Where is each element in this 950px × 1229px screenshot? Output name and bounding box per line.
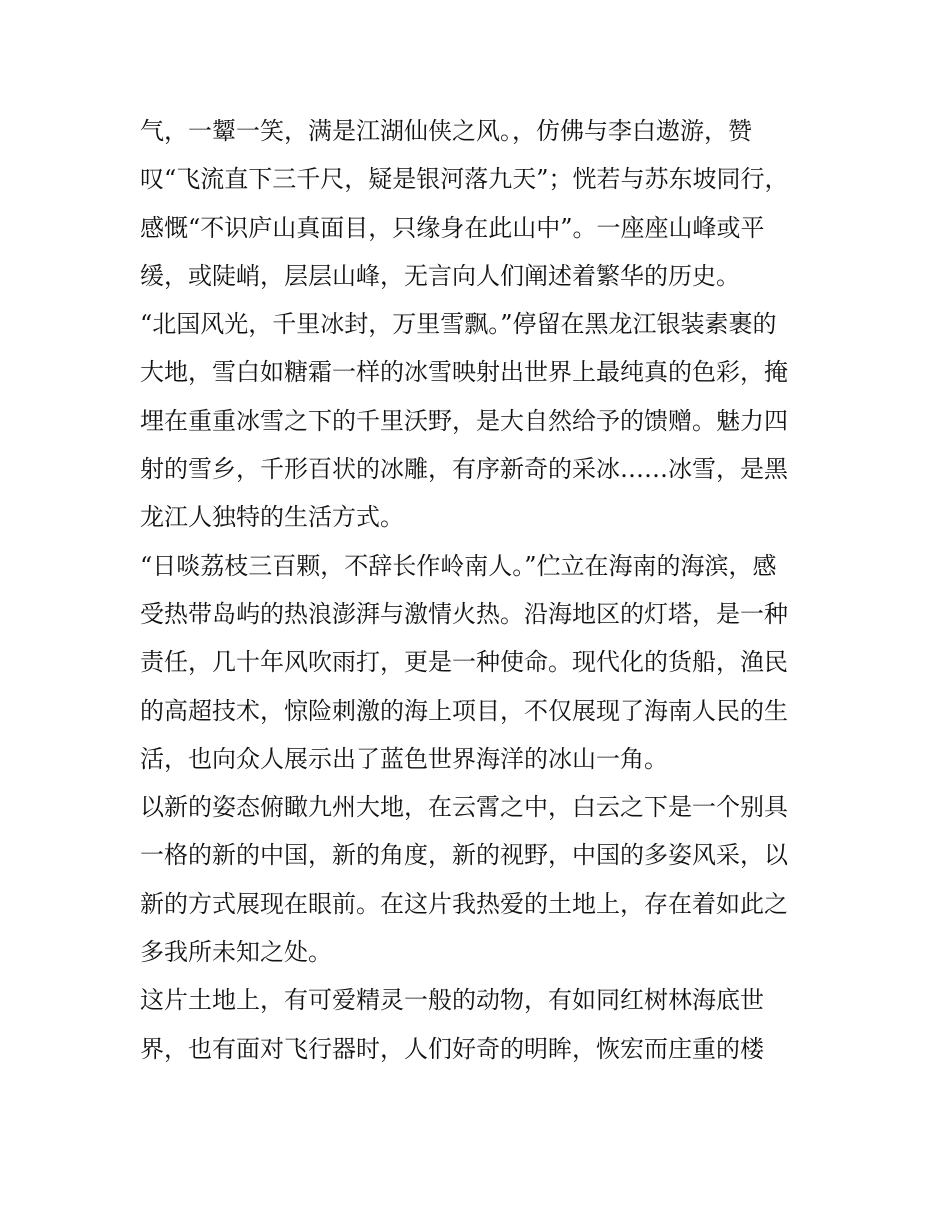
text-line: 新的方式展现在眼前。在这片我热爱的土地上，存在着如此之 (140, 889, 788, 918)
text-line: “日啖荔枝三百颗，不辞长作岭南人。”伫立在海南的海滨，感 (140, 551, 777, 580)
text-line: 的高超技术，惊险刺激的海上项目，不仅展现了海南人民的生 (140, 696, 788, 725)
text-line: 缓，或陡峭，层层山峰，无言向人们阐述着繁华的历史。 (140, 261, 740, 290)
text-line: 大地，雪白如糖霜一样的冰雪映射出世界上最纯真的色彩，掩 (140, 358, 788, 387)
document-body (140, 107, 820, 1073)
text-line: “北国风光，千里冰封，万里雪飘。”停留在黑龙江银装素裹的 (140, 310, 777, 339)
text-line: 多我所未知之处。 (140, 938, 332, 967)
text-line: 气，一颦一笑，满是江湖仙侠之风。，仿佛与李白遨游，赞 (140, 117, 752, 145)
text-line: 活，也向众人展示出了蓝色世界海洋的冰山一角。 (140, 744, 668, 773)
text-line: 界，也有面对飞行器时，人们好奇的明眸，恢宏而庄重的楼 (140, 1034, 764, 1063)
text-line: 埋在重重冰雪之下的千里沃野，是大自然给予的馈赠。魅力四 (140, 406, 788, 435)
text-line: 以新的姿态俯瞰九州大地，在云霄之中，白云之下是一个别具 (140, 793, 788, 822)
text-line: 叹“飞流直下三千尺，疑是银河落九天”；恍若与苏东坡同行， (140, 165, 789, 194)
text-line: 射的雪乡，千形百状的冰雕，有序新奇的采冰……冰雪，是黑 (140, 455, 788, 484)
text-line: 一格的新的中国，新的角度，新的视野，中国的多姿风采，以 (140, 841, 788, 870)
text-line: 这片土地上，有可爱精灵一般的动物，有如同红树林海底世 (140, 986, 764, 1015)
text-line: 感慨“不识庐山真面目，只缘身在此山中”。一座座山峰或平 (140, 213, 765, 242)
text-line: 龙江人独特的生活方式。 (140, 503, 404, 532)
text-line: 受热带岛屿的热浪澎湃与激情火热。沿海地区的灯塔，是一种 (140, 599, 788, 628)
text-line: 责任，几十年风吹雨打，更是一种使命。现代化的货船，渔民 (140, 648, 788, 677)
